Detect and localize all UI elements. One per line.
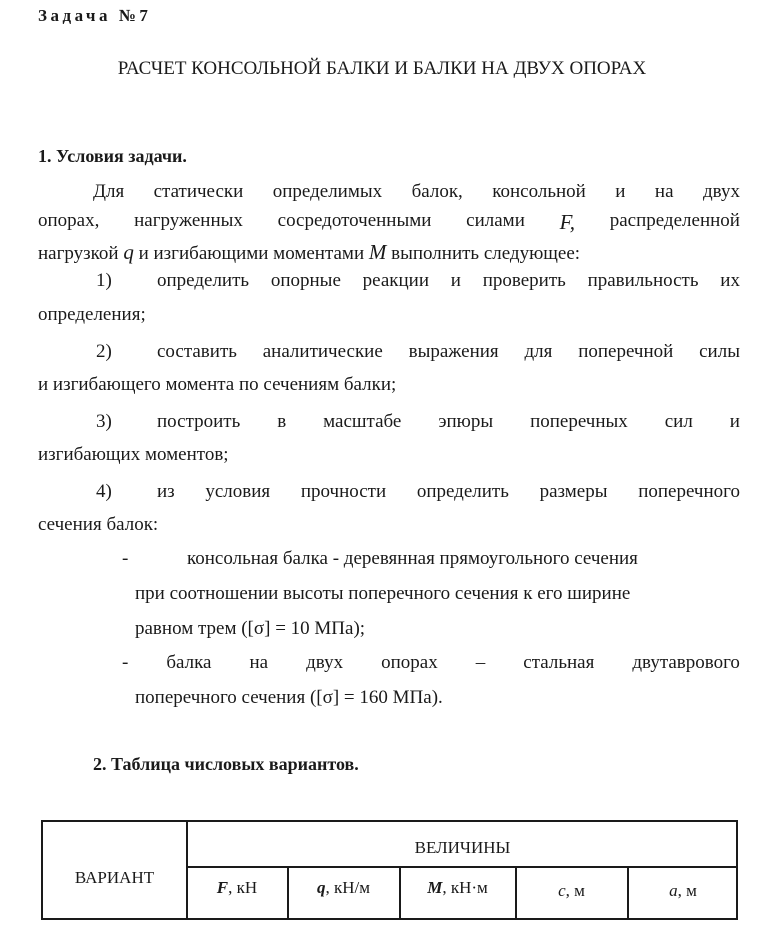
list-dash: - — [122, 548, 129, 569]
item-number: 1) — [96, 270, 112, 291]
item-4-line-1: из условия прочности определить размеры поперечного — [157, 481, 740, 502]
table-header-cell: q, кН/м — [316, 878, 371, 897]
load-symbol: q — [123, 240, 134, 264]
moment-symbol: M — [368, 240, 387, 264]
table-divider — [187, 866, 738, 868]
table-header-values: ВЕЛИЧИНЫ — [414, 838, 511, 857]
table-header-cell: M, кН·м — [427, 878, 488, 897]
table-header-cell: a, м — [669, 881, 697, 900]
item-number: 3) — [96, 411, 112, 432]
table-header-variant: ВАРИАНТ — [74, 868, 155, 887]
subitem-2-line-1: - балка на двух опорах – стальная двутаврового — [122, 652, 740, 673]
subitem-1-line-1: консольная балка - деревянная прямоугольного сечения — [187, 548, 638, 569]
item-3-line-1: построить в масштабе эпюры поперечных сил и — [157, 411, 740, 432]
subitem-1-line-2: при соотношении высоты поперечного сечения к его ширине — [135, 583, 631, 604]
table-header-cell: c, м — [558, 881, 585, 900]
item-number: 4) — [96, 481, 112, 502]
force-symbol: F, — [559, 210, 575, 234]
intro-line-3: нагрузкой q и изгибающими моментами M выполнить следующее: — [38, 240, 581, 264]
section-heading-variants: 2. Таблица числовых вариантов. — [93, 754, 359, 774]
item-2-line-1: составить аналитические выражения для поперечной силы — [157, 341, 740, 362]
item-1-line-2: определения; — [38, 304, 146, 325]
section-heading-conditions: 1. Условия задачи. — [38, 146, 187, 166]
item-1-line-1: определить опорные реакции и проверить правильность их — [157, 270, 740, 291]
intro-line-2: опорах, нагруженных сосредоточенными силами F, распределенной — [38, 210, 740, 234]
variants-table — [41, 820, 738, 920]
page-title: РАСЧЕТ КОНСОЛЬНОЙ БАЛКИ И БАЛКИ НА ДВУХ ОПОРАХ — [117, 58, 647, 79]
task-number: Задача №7 — [38, 6, 152, 25]
table-divider — [186, 822, 188, 918]
subitem-2-line-2: поперечного сечения ([σ] = 160 МПа). — [135, 687, 443, 708]
item-number: 2) — [96, 341, 112, 362]
intro-line-1: Для статически определимых балок, консольной и на двух — [93, 181, 740, 202]
item-4-line-2: сечения балок: — [38, 514, 159, 535]
subitem-1-line-3: равном трем ([σ] = 10 МПа); — [135, 618, 366, 639]
item-3-line-2: изгибающих моментов; — [38, 444, 229, 465]
item-2-line-2: и изгибающего момента по сечениям балки; — [38, 374, 397, 395]
table-header-cell: F, кН — [216, 878, 258, 897]
